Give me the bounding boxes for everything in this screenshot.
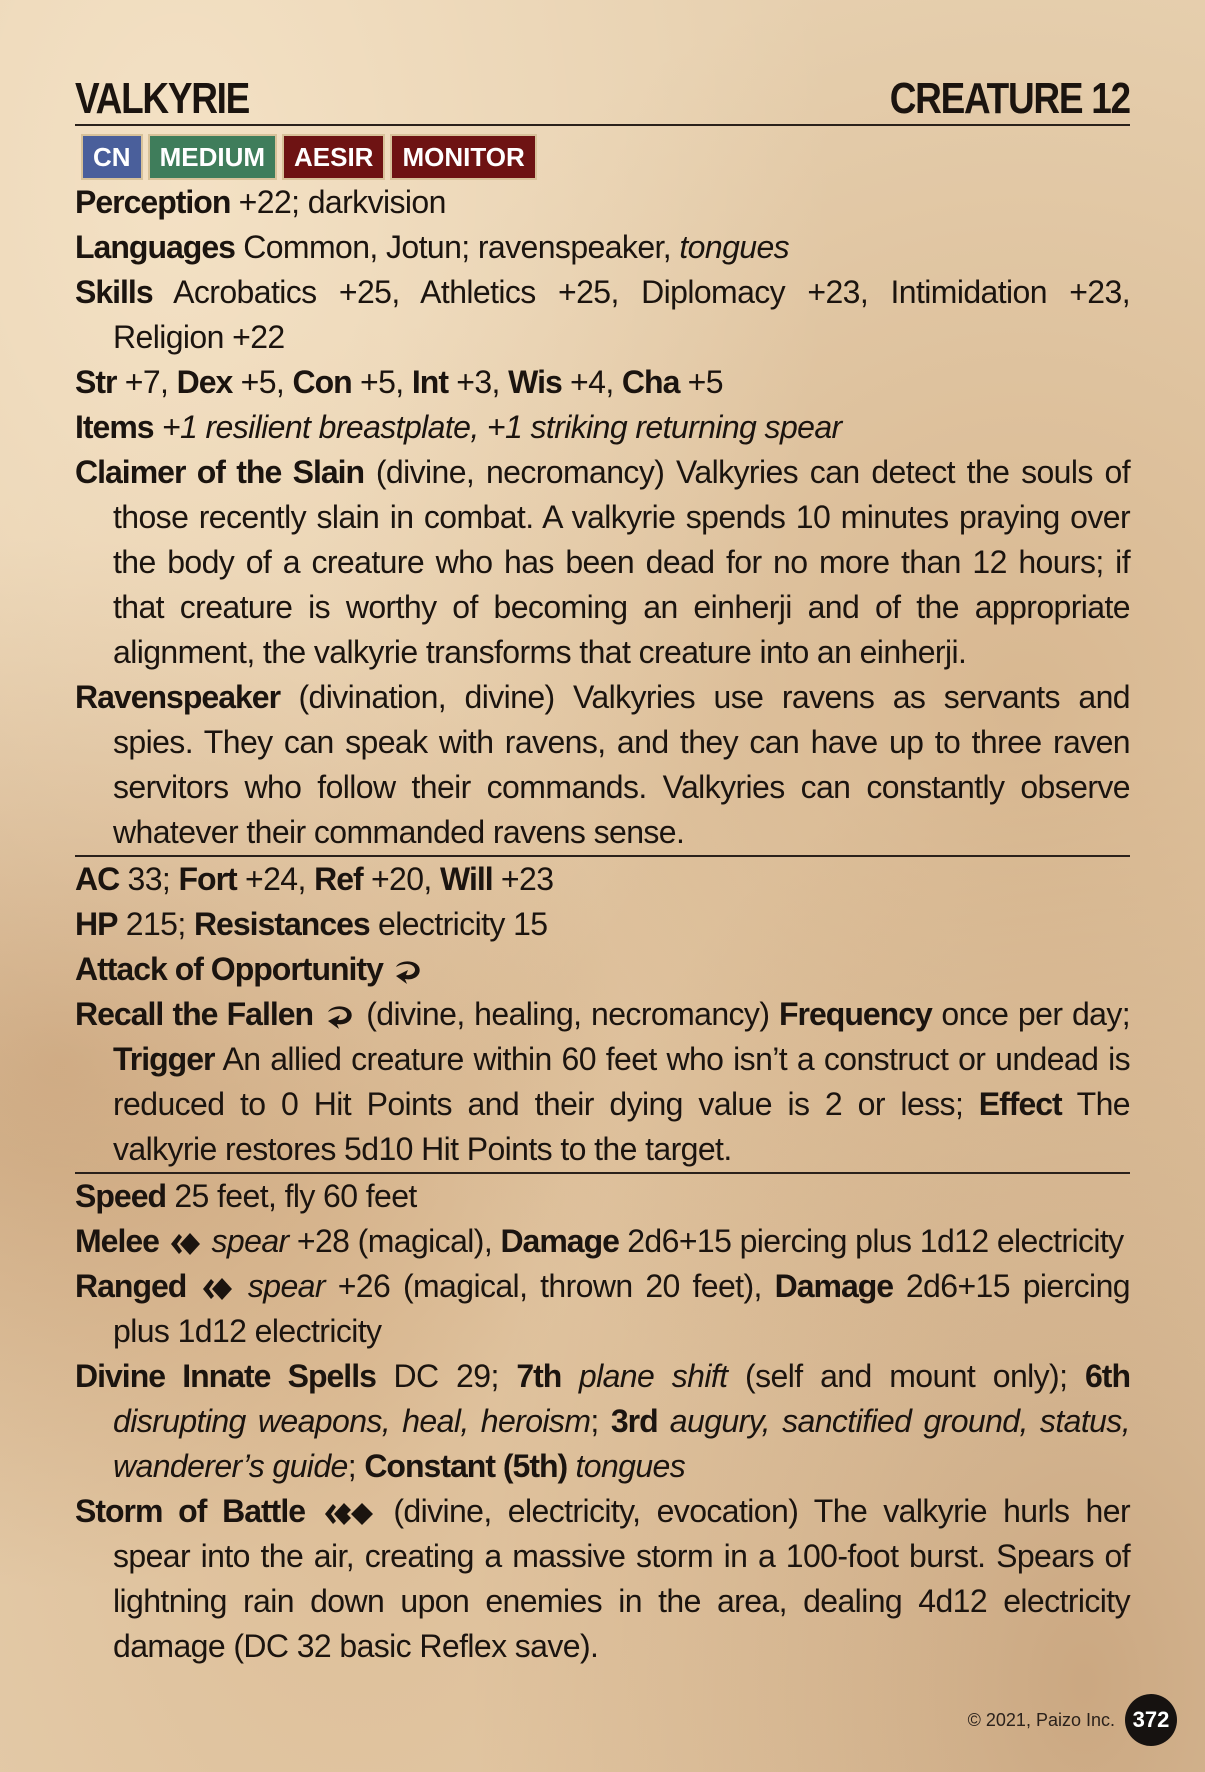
skills-line: Skills Acrobatics +25, Athletics +25, Diplomacy +23, Intimidation +23, Religion +22 (75, 274, 1130, 355)
claimer-ability: Claimer of the Slain (divine, necromancy) Valkyries can detect the souls of those recently slain in combat. A valkyrie spends 10 minutes praying over the body of a creature who has been dead for no more than 12 hours; if that creature is worthy of becoming an einherji and of the appropriate alignment, the valkyrie transforms that creature into an einherji. (75, 454, 1131, 670)
creature-level: CREATURE 12 (889, 74, 1130, 123)
trait-alignment: CN (81, 134, 143, 180)
languages-line: Languages Common, Jotun; ravenspeaker, tongues (75, 229, 790, 265)
one-action-icon (201, 1275, 233, 1303)
trait-aesir: AESIR (282, 134, 385, 180)
trait-list (81, 134, 1130, 180)
ravenspeaker-ability: Ravenspeaker (divination, divine) Valkyries use ravens as servants and spies. They can speak with ravens, and they can have up to three raven servitors who follow their commands. Valkyries can constantly observe whatever their commanded ravens sense. (75, 679, 1130, 850)
creature-name: VALKYRIE (75, 74, 250, 123)
melee-strike: Melee spear +28 (magical), Damage 2d6+15 piercing plus 1d12 electricity (75, 1223, 1124, 1259)
storm-of-battle-ability: Storm of Battle (divine, electricity, evocation) The valkyrie hurls her spear into the air, creating a massive storm in a 100-foot burst. Spears of lightning rain down upon enemies in the area, dealing 4d12 electricity damage (DC 32 basic Reflex save). (75, 1493, 1131, 1664)
one-action-icon (169, 1230, 201, 1258)
ability-scores-line: Str +7, Dex +5, Con +5, Int +3, Wis +4, Cha +5 (75, 364, 723, 400)
reaction-icon (393, 959, 423, 985)
recall-ability: Recall the Fallen (divine, healing, necromancy) Frequency once per day; Trigger An allied creature within 60 feet who isn’t a construct or undead is reduced to 0 Hit Points and their dying value is 2 or less; Effect The valkyrie restores 5d10 Hit Points to the target. (75, 996, 1131, 1167)
speed-line: Speed 25 feet, fly 60 feet (75, 1178, 417, 1214)
aoo-line: Attack of Opportunity (75, 947, 1130, 992)
items-line: Items +1 resilient breastplate, +1 striking returning spear (75, 409, 842, 445)
perception-line: Perception +22; darkvision (75, 184, 446, 220)
ac-line: AC 33; Fort +24, Ref +20, Will +23 (75, 861, 554, 897)
title-row (75, 72, 1130, 126)
trait-size: MEDIUM (148, 134, 277, 180)
innate-spells: Divine Innate Spells DC 29; 7th plane shift (self and mount only); 6th disrupting weapons, heal, heroism; 3rd augury, sanctified ground, status, wanderer’s guide; Constant (5th) tongues (75, 1358, 1130, 1484)
stat-block (75, 72, 1130, 1669)
trait-monitor: MONITOR (390, 134, 536, 180)
ranged-strike: Ranged spear +26 (magical, thrown 20 feet), Damage 2d6+15 piercing plus 1d12 electricity (75, 1268, 1130, 1349)
two-action-icon (323, 1500, 375, 1528)
page-number: 372 (1125, 1694, 1177, 1746)
copyright: © 2021, Paizo Inc. (967, 1709, 1115, 1730)
reaction-icon (325, 1004, 355, 1030)
hp-line: HP 215; Resistances electricity 15 (75, 906, 548, 942)
page-footer (968, 1694, 1177, 1746)
